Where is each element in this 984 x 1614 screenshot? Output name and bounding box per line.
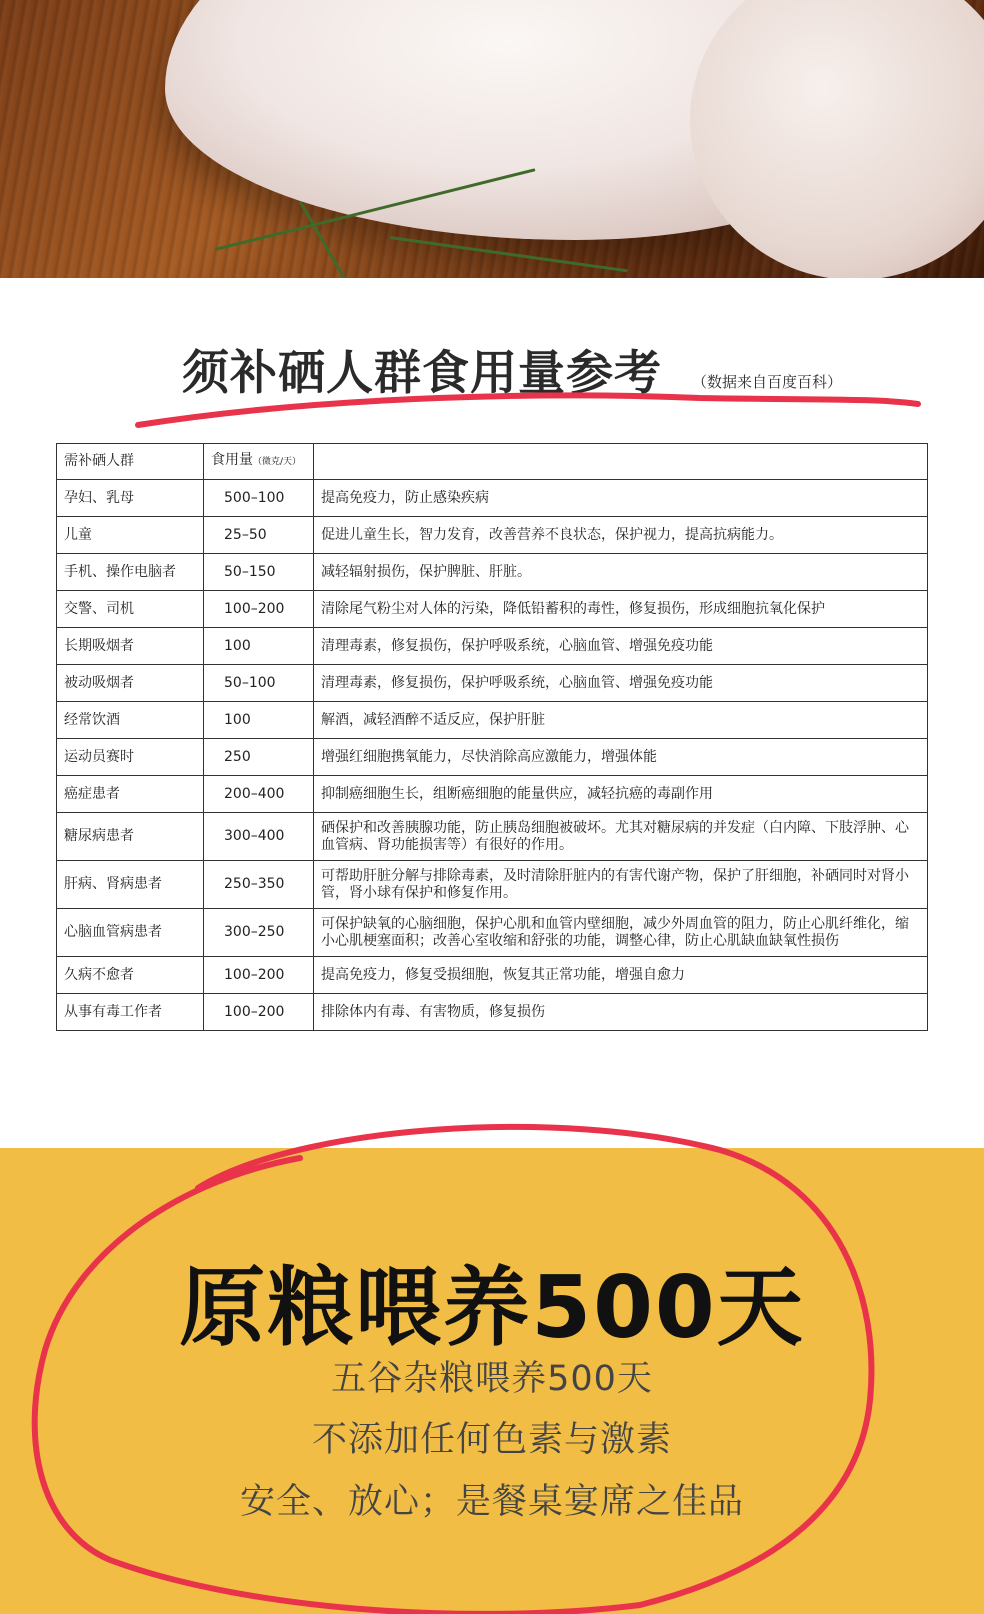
promo-line-2: 不添加任何色素与激素 (311, 1420, 672, 1460)
cell-benefit: 抑制癌细胞生长，组断癌细胞的能量供应，减轻抗癌的毒副作用 (314, 776, 928, 813)
cell-amount: 200–400 (204, 776, 314, 813)
cell-benefit: 清理毒素，修复损伤，保护呼吸系统，心脑血管、增强免疫功能 (314, 628, 928, 665)
table-row (57, 776, 928, 813)
cell-amount: 300–400 (204, 813, 314, 861)
cell-benefit: 清理毒素，修复损伤，保护呼吸系统，心脑血管、增强免疫功能 (314, 665, 928, 702)
cell-group: 癌症患者 (57, 776, 204, 813)
cell-amount: 50–150 (204, 554, 314, 591)
table-row (57, 480, 928, 517)
cell-amount: 100–200 (204, 957, 314, 994)
cell-group: 心脑血管病患者 (57, 909, 204, 957)
table-row (57, 554, 928, 591)
cell-amount: 500–100 (204, 480, 314, 517)
cell-amount: 250–350 (204, 861, 314, 909)
cell-benefit: 促进儿童生长，智力发育，改善营养不良状态，保护视力，提高抗病能力。 (314, 517, 928, 554)
cell-benefit: 提高免疫力，防止感染疾病 (314, 480, 928, 517)
cell-group: 交警、司机 (57, 591, 204, 628)
selenium-intake-table (56, 443, 928, 1031)
table-row (57, 739, 928, 776)
cell-benefit: 解酒，减轻酒醉不适反应，保护肝脏 (314, 702, 928, 739)
cell-benefit: 可保护缺氧的心脑细胞，保护心肌和血管内壁细胞，减少外周血管的阻力，防止心肌纤维化，缩小心肌梗塞面积；改善心室收缩和舒张的功能，调整心律，防止心肌缺血缺氧性损伤 (314, 909, 928, 957)
cell-benefit: 硒保护和改善胰腺功能，防止胰岛细胞被破坏。尤其对糖尿病的并发症（白内障、下肢浮肿、心血管病、肾功能损害等）有很好的作用。 (314, 813, 928, 861)
table-header-row (57, 444, 928, 480)
promo-line-1: 五谷杂粮喂养500天 (331, 1359, 653, 1399)
header-amount-label: 食用量 (211, 452, 253, 468)
cell-benefit: 清除尾气粉尘对人体的污染，降低铅蓄积的毒性，修复损伤，形成细胞抗氧化保护 (314, 591, 928, 628)
table-row (57, 517, 928, 554)
table-row (57, 957, 928, 994)
cell-amount: 50–100 (204, 665, 314, 702)
cell-group: 儿童 (57, 517, 204, 554)
promo-title: 原粮喂养500天 (179, 1258, 805, 1358)
table-row (57, 813, 928, 861)
table-row (57, 861, 928, 909)
promo-line-3: 安全、放心；是餐桌宴席之佳品 (239, 1482, 744, 1522)
cell-group: 长期吸烟者 (57, 628, 204, 665)
cell-amount: 100–200 (204, 591, 314, 628)
cell-amount: 300–250 (204, 909, 314, 957)
table-row (57, 909, 928, 957)
table-row (57, 994, 928, 1031)
table-row (57, 628, 928, 665)
cell-group: 从事有毒工作者 (57, 994, 204, 1031)
cell-amount: 100–200 (204, 994, 314, 1031)
cell-amount: 25–50 (204, 517, 314, 554)
cell-group: 久病不愈者 (57, 957, 204, 994)
cell-group: 经常饮酒 (57, 702, 204, 739)
roast-chicken-photo (0, 0, 984, 278)
header-benefit (314, 444, 928, 480)
cell-group: 手机、操作电脑者 (57, 554, 204, 591)
cell-amount: 250 (204, 739, 314, 776)
cell-benefit: 减轻辐射损伤，保护脾脏、肝脏。 (314, 554, 928, 591)
cell-benefit: 可帮助肝脏分解与排除毒素，及时清除肝脏内的有害代谢产物，保护了肝细胞，补硒同时对肾小管，肾小球有保护和修复作用。 (314, 861, 928, 909)
cell-benefit: 提高免疫力，修复受损细胞，恢复其正常功能，增强自愈力 (314, 957, 928, 994)
table-row (57, 665, 928, 702)
cell-benefit: 增强红细胞携氧能力，尽快消除高应激能力，增强体能 (314, 739, 928, 776)
cell-group: 被动吸烟者 (57, 665, 204, 702)
cell-group: 糖尿病患者 (57, 813, 204, 861)
page-title: 须补硒人群食用量参考 (182, 346, 662, 401)
table-row (57, 591, 928, 628)
cell-group: 孕妇、乳母 (57, 480, 204, 517)
cell-benefit: 排除体内有毒、有害物质，修复损伤 (314, 994, 928, 1031)
cell-amount: 100 (204, 702, 314, 739)
header-amount (204, 444, 314, 480)
header-group: 需补硒人群 (57, 444, 204, 480)
source-note: （数据来自百度百科） (692, 373, 843, 391)
header-amount-unit: （微克/天） (253, 457, 302, 467)
cell-group: 肝病、肾病患者 (57, 861, 204, 909)
table-row (57, 702, 928, 739)
cell-amount: 100 (204, 628, 314, 665)
cell-group: 运动员赛时 (57, 739, 204, 776)
